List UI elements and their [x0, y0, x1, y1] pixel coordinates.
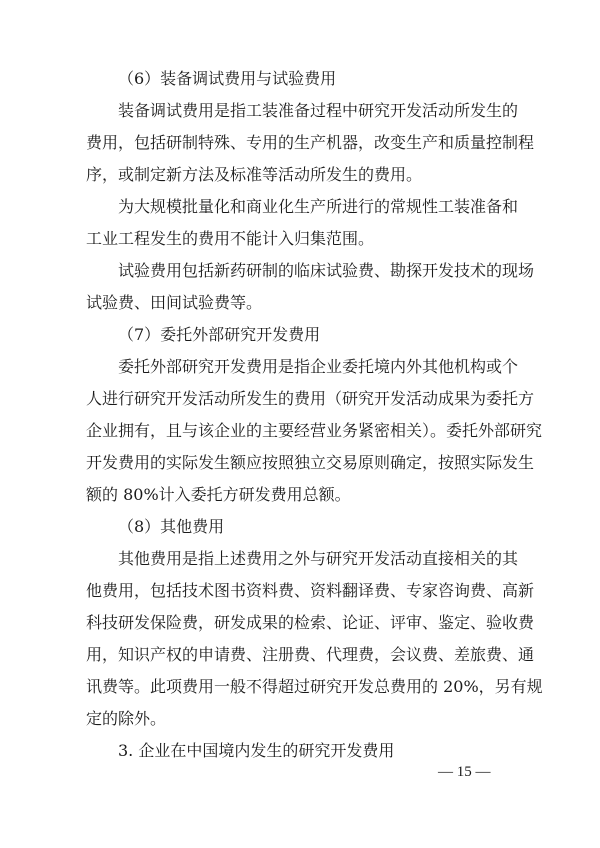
paragraph-line: 企业拥有，且与该企业的主要经营业务紧密相关）。委托外部研究 — [86, 421, 543, 440]
paragraph-line: 他费用，包括技术图书资料费、资料翻译费、专家咨询费、高新 — [86, 581, 535, 600]
paragraph-line: 为大规模批量化和商业化生产所进行的常规性工装准备和 — [118, 197, 519, 216]
paragraph-line: 科技研发保险费，研发成果的检索、论证、评审、鉴定、验收费 — [86, 613, 535, 632]
section-heading-3: 3. 企业在中国境内发生的研究开发费用 — [118, 741, 395, 760]
section-heading-7: （7）委托外部研究开发费用 — [118, 325, 321, 344]
paragraph-line: 用，知识产权的申请费、注册费、代理费，会议费、差旅费、通 — [86, 645, 535, 664]
paragraph-line: 额的 80%计入委托方研发费用总额。 — [86, 485, 351, 504]
paragraph-line: 试验费、田间试验费等。 — [86, 293, 263, 312]
paragraph-line: 试验费用包括新药研制的临床试验费、勘探开发技术的现场 — [118, 261, 535, 280]
document-body — [86, 63, 543, 767]
paragraph-line: 费用，包括研制特殊、专用的生产机器，改变生产和质量控制程 — [86, 133, 535, 152]
section-heading-8: （8）其他费用 — [118, 517, 225, 536]
paragraph-line: 定的除外。 — [86, 709, 167, 728]
paragraph-line: 委托外部研究开发费用是指企业委托境内外其他机构或个 — [118, 357, 519, 376]
paragraph-line: 讯费等。此项费用一般不得超过研究开发总费用的 20%，另有规 — [86, 677, 543, 696]
paragraph-line: 序，或制定新方法及标准等活动所发生的费用。 — [86, 165, 423, 184]
paragraph-line: 工业工程发生的费用不能计入归集范围。 — [86, 229, 375, 248]
section-heading-6: （6）装备调试费用与试验费用 — [118, 69, 337, 88]
paragraph-line: 人进行研究开发活动所发生的费用（研究开发活动成果为委托方 — [86, 389, 535, 408]
paragraph-line: 开发费用的实际发生额应按照独立交易原则确定，按照实际发生 — [86, 453, 535, 472]
page-number: — 15 — — [438, 764, 491, 780]
paragraph-line: 其他费用是指上述费用之外与研究开发活动直接相关的其 — [118, 549, 519, 568]
paragraph-line: 装备调试费用是指工装准备过程中研究开发活动所发生的 — [118, 101, 519, 120]
